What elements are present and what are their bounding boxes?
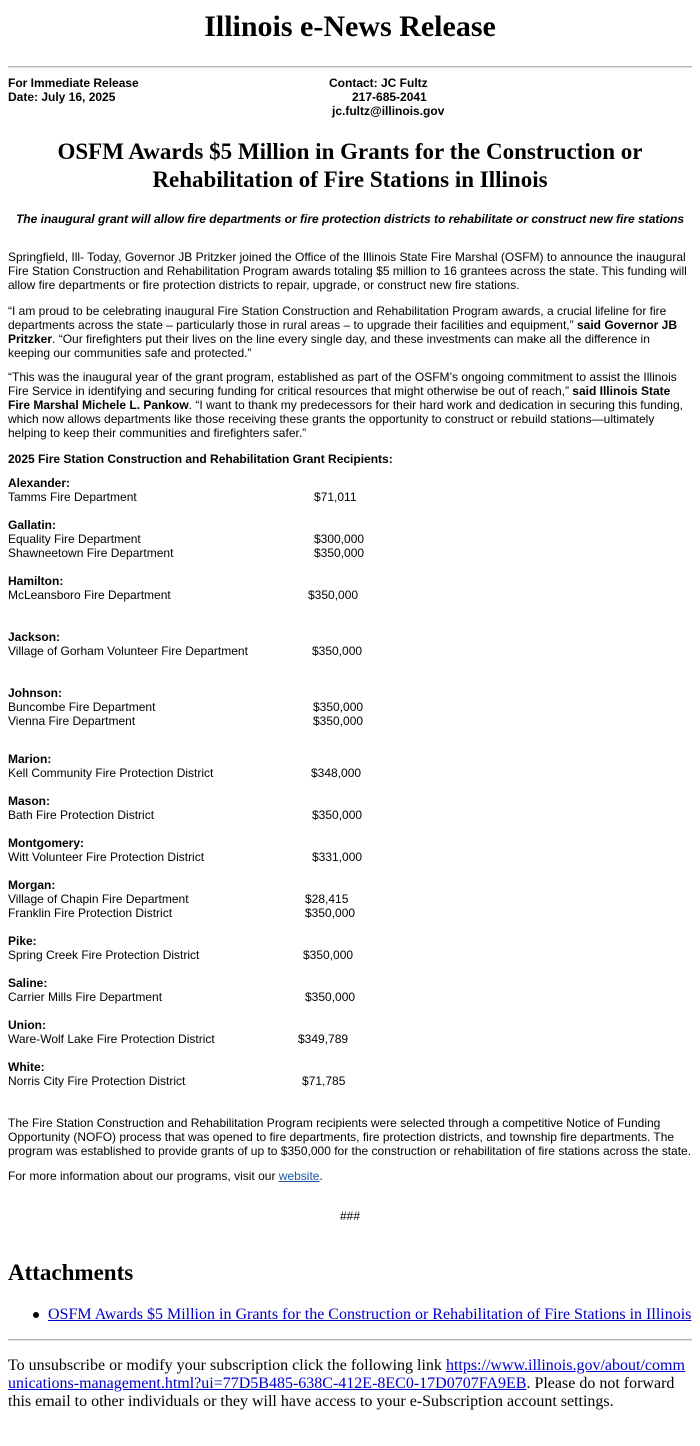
recipient-name: Bath Fire Protection District	[8, 808, 155, 822]
county-name: White:	[8, 1060, 45, 1074]
recipient-name: Spring Creek Fire Protection District	[8, 948, 200, 962]
county-name: Pike:	[8, 934, 37, 948]
top-divider	[8, 66, 692, 68]
county-name: Union:	[8, 1018, 46, 1032]
attachments-title: Attachments	[8, 1260, 134, 1285]
recipient-name: Kell Community Fire Protection District	[8, 766, 214, 780]
recipient-amount: $350,000	[313, 700, 364, 714]
recipient-amount: $300,000	[314, 532, 365, 546]
end-marks: ###	[339, 1209, 361, 1223]
recipient-name: Carrier Mills Fire Department	[8, 990, 163, 1004]
release-label: For Immediate Release	[8, 76, 139, 90]
contact-name: Contact: JC Fultz	[329, 76, 428, 90]
recipient-name: Franklin Fire Protection District	[8, 906, 173, 920]
governor-quote-a: “I am proud to be celebrating inaugural Fire Station Construction and Rehabilitation Program awards, a crucial lifeline for fire departments across the state – particularly those in rural areas – to upgrade their facilities and equipment,”	[8, 304, 667, 332]
county-name: Marion:	[8, 752, 52, 766]
fire-marshal-quote-paragraph	[8, 370, 692, 440]
marshal-speaker: said Illinois State Fire Marshal Michele L. Pankow	[8, 384, 671, 412]
more-info-end: .	[319, 1169, 323, 1183]
recipient-name: Buncombe Fire Department	[8, 700, 156, 714]
more-info-paragraph	[8, 1169, 692, 1183]
recipient-name: Ware-Wolf Lake Fire Protection District	[8, 1032, 215, 1046]
recipient-amount: $71,011	[314, 490, 357, 504]
footer-divider	[8, 1339, 692, 1341]
recipient-name: Equality Fire Department	[8, 532, 141, 546]
county-name: Mason:	[8, 794, 50, 808]
contact-phone: 217-685-2041	[352, 90, 427, 104]
subheadline: The inaugural grant will allow fire departments or fire protection districts to rehabilitate or construct new fire stations	[15, 212, 685, 226]
recipient-name: Vienna Fire Department	[8, 714, 136, 728]
recipient-amount: $350,000	[313, 714, 364, 728]
county-name: Jackson:	[8, 630, 61, 644]
governor-quote-paragraph	[8, 304, 692, 360]
intro-paragraph: Springfield, Ill- Today, Governor JB Pritzker joined the Office of the Illinois State Fire Marshal (OSFM) to announce the inaugural Fire Station Construction and Rehabilitation Program awards totaling $5 million to 16 grantees across the state. This funding will allow fire departments or fire protection districts to repair, upgrade, or construct new fire stations.	[8, 250, 687, 292]
release-date: Date: July 16, 2025	[8, 90, 116, 104]
attachments-list	[8, 1305, 698, 1325]
recipient-amount: $350,000	[312, 808, 363, 822]
recipient-amount: $348,000	[311, 766, 362, 780]
unsubscribe-link[interactable]: https://www.illinois.gov/about/communications-management.html?ui=77D5B485-638C-412E-8EC0-17D0707FA9EB	[8, 1357, 685, 1392]
recipient-name: Village of Chapin Fire Department	[8, 892, 189, 906]
recipient-amount: $349,789	[298, 1032, 349, 1046]
more-info-text: For more information about our programs, visit our	[8, 1169, 279, 1183]
recipient-amount: $331,000	[312, 850, 363, 864]
unsubscribe-warning: . Please do not forward this email to other individuals or they will have access to your e-Subscription account settings.	[8, 1375, 675, 1410]
website-link[interactable]: website	[278, 1169, 320, 1183]
recipient-amount: $350,000	[305, 990, 356, 1004]
county-name: Morgan:	[8, 878, 56, 892]
recipient-amount: $71,785	[302, 1074, 346, 1088]
recipient-amount: $350,000	[303, 948, 354, 962]
headline	[0, 138, 700, 194]
list-item	[8, 1305, 698, 1325]
recipient-amount: $350,000	[305, 906, 356, 920]
county-name: Johnson:	[8, 686, 62, 700]
county-name: Hamilton:	[8, 574, 64, 588]
unsubscribe-text: To unsubscribe or modify your subscription click the following link	[8, 1357, 446, 1374]
recipient-name: Village of Gorham Volunteer Fire Department	[8, 644, 248, 658]
program-paragraph: The Fire Station Construction and Rehabilitation Program recipients were selected through a competitive Notice of Funding Opportunity (NOFO) process that was opened to fire departments, fire protection districts, and township fire departments. The program was established to provide grants of up to $350,000 for the construction or rehabilitation of fire stations across the state.	[8, 1116, 692, 1158]
contact-email: jc.fultz@illinois.gov	[332, 104, 445, 118]
attachment-link[interactable]: OSFM Awards $5 Million in Grants for the Construction or Rehabilitation of Fire Stations in Illinois	[48, 1306, 692, 1323]
recipient-name: Shawneetown Fire Department	[8, 546, 174, 560]
governor-speaker: said Governor JB Pritzker	[8, 318, 677, 346]
governor-quote-b: . “Our firefighters put their lives on the line every single day, and these investments can make all the difference in keeping our communities safe and protected.”	[8, 332, 650, 360]
bullet-icon	[33, 1312, 39, 1318]
recipient-amount: $350,000	[314, 546, 365, 560]
recipient-name: McLeansboro Fire Department	[8, 588, 171, 602]
recipient-name: Norris City Fire Protection District	[8, 1074, 186, 1088]
marshal-quote-b: . “I want to thank my predecessors for their hard work and dedication in securing this funding, which now allows departments like those receiving these grants the opportunity to construct or rebuild stations—ultimately helping to keep their communities and firefighters safer.”	[8, 398, 683, 440]
recipients-title: 2025 Fire Station Construction and Rehabilitation Grant Recipients:	[8, 452, 393, 466]
recipient-amount: $28,415	[305, 892, 349, 906]
recipient-name: Witt Volunteer Fire Protection District	[8, 850, 205, 864]
page-title: Illinois e-News Release	[204, 10, 496, 43]
county-name: Alexander:	[8, 476, 71, 490]
headline-line-2: Rehabilitation of Fire Stations in Illinois	[152, 167, 548, 192]
unsubscribe-notice	[8, 1357, 692, 1411]
marshal-quote-a: “This was the inaugural year of the grant program, established as part of the OSFM’s ongoing commitment to assist the Illinois Fire Service in identifying and securing funding for critical resources that might otherwise be out of reach,”	[8, 370, 677, 398]
county-name: Montgomery:	[8, 836, 84, 850]
recipient-amount: $350,000	[312, 644, 363, 658]
recipient-amount: $350,000	[308, 588, 359, 602]
county-name: Saline:	[8, 976, 48, 990]
recipient-name: Tamms Fire Department	[8, 490, 137, 504]
headline-line-1: OSFM Awards $5 Million in Grants for the Construction or	[57, 139, 643, 164]
county-name: Gallatin:	[8, 518, 57, 532]
